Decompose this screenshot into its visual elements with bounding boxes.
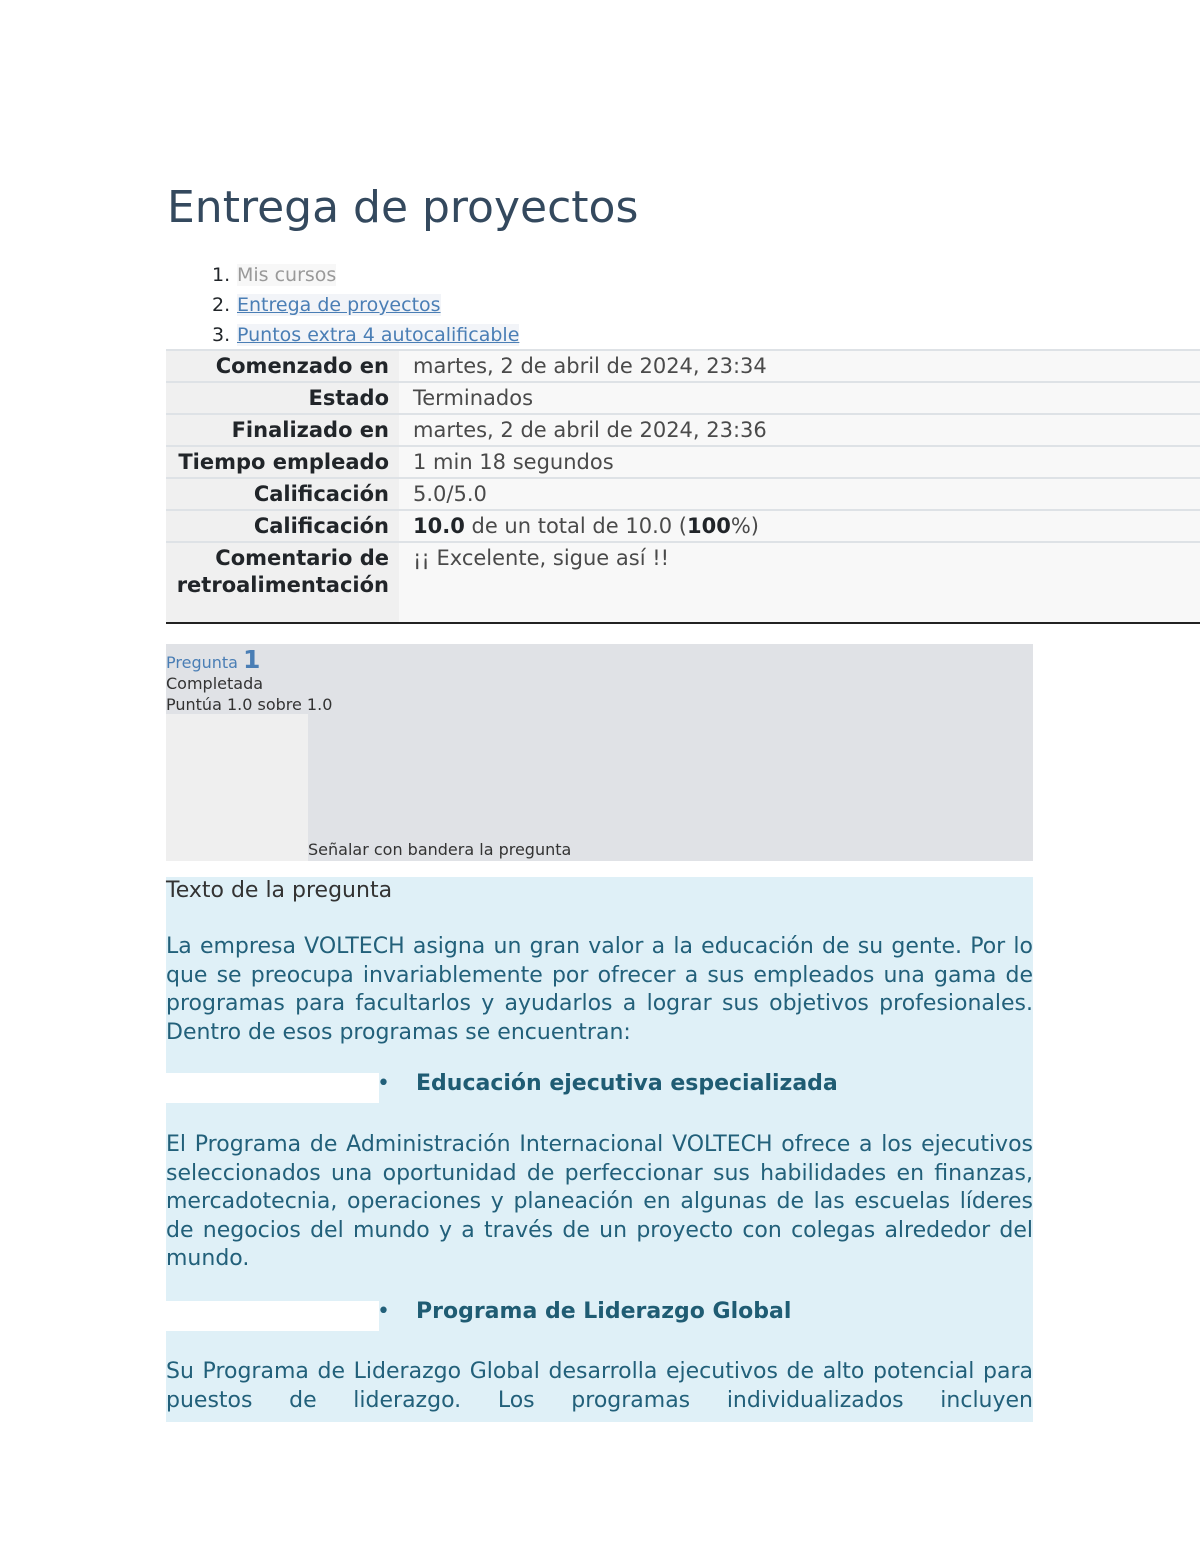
breadcrumb-number: 3.	[212, 324, 231, 346]
question-state: Completada	[166, 674, 264, 693]
page-title: Entrega de proyectos	[167, 182, 639, 233]
attempt-summary-table	[166, 349, 1200, 624]
time-value: 1 min 18 segundos	[399, 446, 1200, 478]
summary-row-feedback	[166, 542, 1200, 623]
flag-question-link[interactable]: Señalar con bandera la pregunta	[308, 840, 572, 859]
breadcrumb-link-mis-cursos[interactable]: Mis cursos	[237, 264, 337, 286]
state-value: Terminados	[399, 382, 1200, 414]
bullet-dot-icon: •	[377, 1071, 390, 1096]
question-number	[166, 646, 260, 677]
marks-label: Calificación	[166, 478, 399, 510]
grade-value	[399, 510, 1200, 542]
question-text-panel	[166, 877, 1033, 1422]
question-intro-paragraph: La empresa VOLTECH asigna un gran valor a la educación de su gente. Por lo que se preocupa invariablemente por ofrecer a sus empleados una gama de programas para facultarlos y ayudarlos a lograr sus objetivos profesionales. Dentro de esos programas se encuentran:	[166, 934, 1033, 1045]
grade-score: 10.0	[413, 514, 465, 538]
bullet-indent-space	[166, 1301, 379, 1331]
breadcrumb-number: 2.	[212, 294, 231, 316]
bullet-text: Programa de Liderazgo Global	[416, 1299, 792, 1324]
grade-label: Calificación	[166, 510, 399, 542]
bullet-indent-space	[166, 1073, 379, 1103]
grade-total: de un total de 10.0 (	[464, 514, 687, 538]
grade-percent: 100	[686, 514, 731, 538]
summary-row-finished	[166, 414, 1200, 446]
bullet-item-global-leadership	[166, 1301, 1033, 1331]
question-number-value: 1	[243, 645, 261, 674]
started-value: martes, 2 de abril de 2024, 23:34	[399, 350, 1200, 382]
question-grade: Puntúa 1.0 sobre 1.0	[166, 695, 333, 714]
grade-percent-sign: %)	[730, 514, 759, 538]
feedback-value: ¡¡ Excelente, sigue así !!	[399, 542, 1200, 623]
bullet-text: Educación ejecutiva especializada	[416, 1071, 838, 1096]
question-prefix: Pregunta	[166, 653, 238, 672]
bullet-dot-icon: •	[377, 1299, 390, 1324]
summary-row-started	[166, 350, 1200, 382]
finished-label: Finalizado en	[166, 414, 399, 446]
summary-row-state	[166, 382, 1200, 414]
feedback-label: Comentario de retroalimentación	[166, 542, 399, 623]
breadcrumb-number: 1.	[212, 264, 231, 286]
breadcrumb-link-entrega-de-proyectos[interactable]: Entrega de proyectos	[237, 294, 441, 316]
executive-education-paragraph: El Programa de Administración Internacional VOLTECH ofrece a los ejecutivos seleccionados una oportunidad de perfeccionar sus habilidades en finanzas, mercadotecnia, operaciones y planeación en algunas de las escuelas líderes de negocios del mundo y a través de un proyecto con colegas alrededor del mundo.	[166, 1132, 1033, 1271]
breadcrumb-link-puntos-extra[interactable]: Puntos extra 4 autocalificable	[237, 324, 520, 346]
breadcrumb-item-puntos-extra	[212, 320, 519, 350]
summary-row-marks	[166, 478, 1200, 510]
question-info-panel	[166, 644, 1033, 861]
bullet-item-executive-education	[166, 1073, 1033, 1103]
breadcrumb-item-mis-cursos	[212, 260, 519, 290]
breadcrumb-item-entrega	[212, 290, 519, 320]
finished-value: martes, 2 de abril de 2024, 23:36	[399, 414, 1200, 446]
marks-value: 5.0/5.0	[399, 478, 1200, 510]
started-label: Comenzado en	[166, 350, 399, 382]
summary-row-time	[166, 446, 1200, 478]
question-text-heading: Texto de la pregunta	[166, 878, 393, 903]
question-info-left-block	[166, 714, 308, 861]
global-leadership-paragraph: Su Programa de Liderazgo Global desarrolla ejecutivos de alto potencial para puestos de liderazgo. Los programas individualizados incluyen	[166, 1359, 1033, 1413]
summary-row-grade	[166, 510, 1200, 542]
state-label: Estado	[166, 382, 399, 414]
breadcrumb	[212, 260, 519, 350]
time-label: Tiempo empleado	[166, 446, 399, 478]
